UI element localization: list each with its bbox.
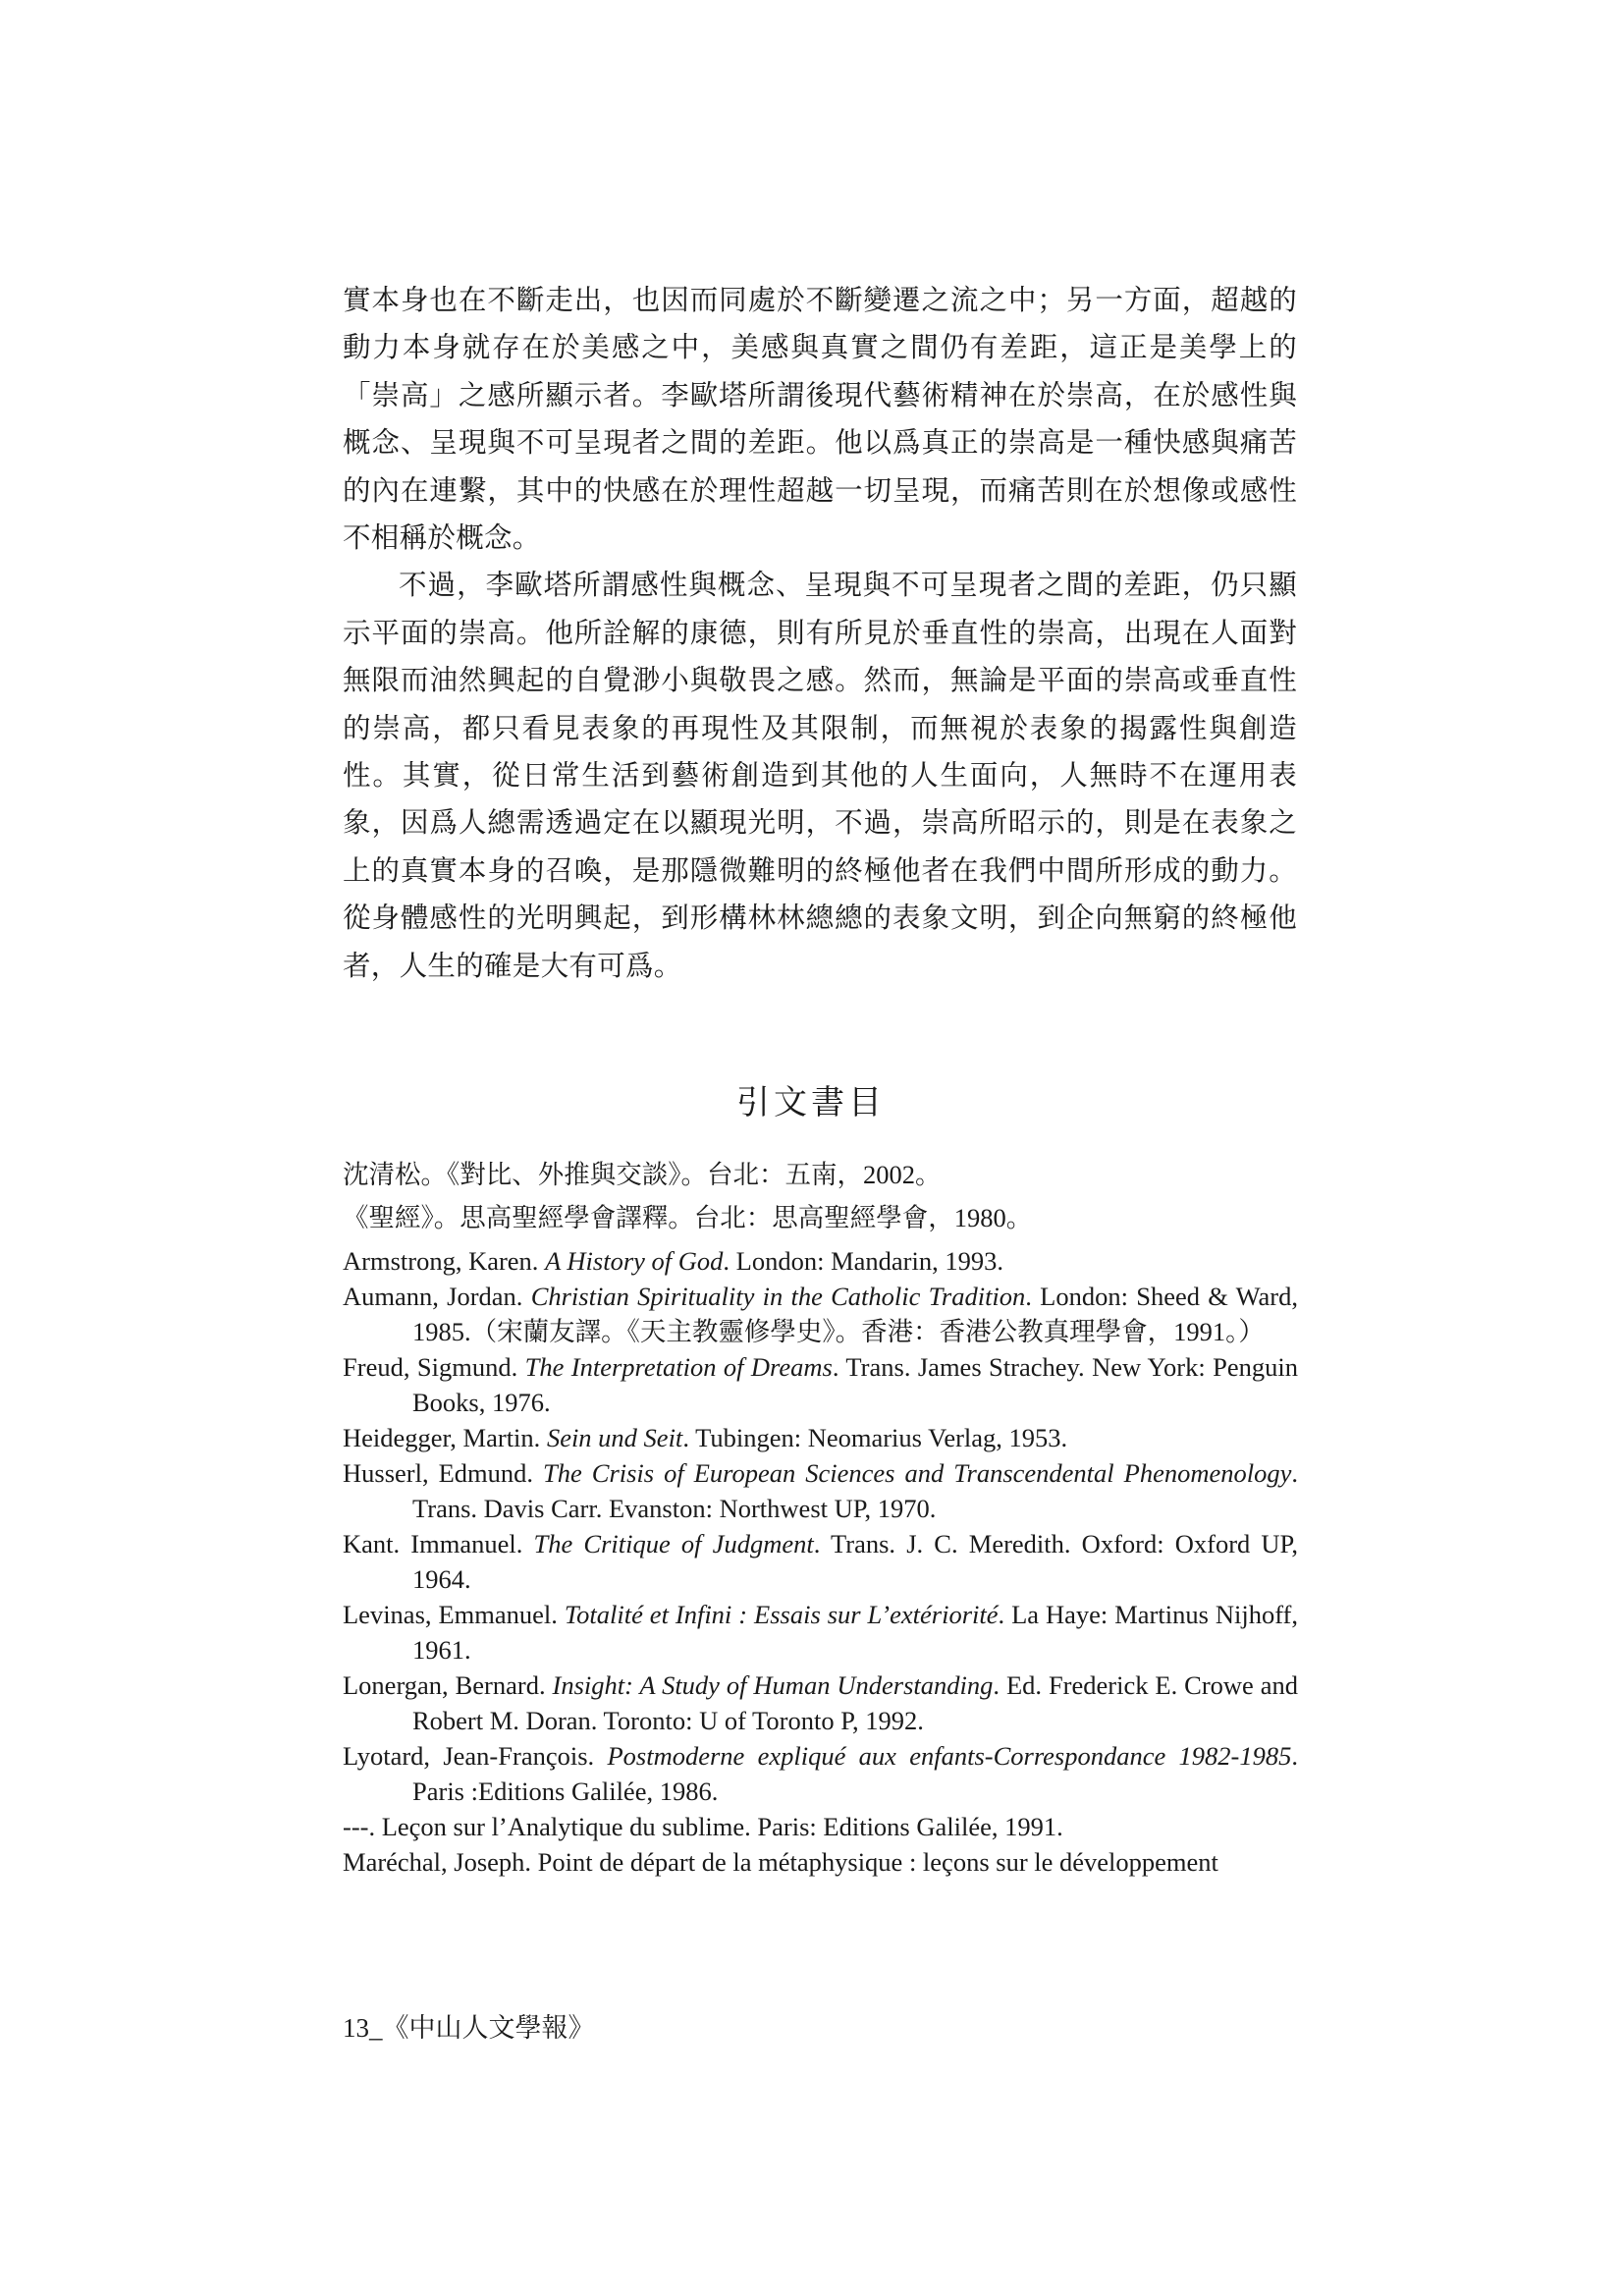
bibliography-entry: Aumann, Jordan. Christian Spirituality in the Catholic Tradition. London: Sheed & Ward, 1985.（宋蘭友譯。《天主教靈修學史》。香港：香港公教真理學會，1991。） — [343, 1282, 1298, 1346]
bibliography-entry: Husserl, Edmund. The Crisis of European Sciences and Transcendental Phenomenology. Trans. Davis Carr. Evanston: Northwest UP, 1970. — [343, 1458, 1298, 1523]
paragraph-2: 不過，李歐塔所謂感性與概念、呈現與不可呈現者之間的差距，仍只顯示平面的崇高。他所詮解的康德，則有所見於垂直性的崇高，出現在人面對無限而油然興起的自覺渺小與敬畏之感。然而，無論是平面的崇高或垂直性的崇高，都只看見表象的再現性及其限制，而無視於表象的揭露性與創造性。其實，從日常生活到藝術創造到其他的人生面向，人無時不在運用表象，因爲人總需透過定在以顯現光明，不過，崇高所昭示的，則是在表象之上的真實本身的召喚，是那隱微難明的終極他者在我們中間所形成的動力。從身體感性的光明興起，到形構林林總總的表象文明，到企向無窮的終極他者，人生的確是大有可爲。 — [343, 571, 1297, 982]
bibliography-entry: 《聖經》。思高聖經學會譯釋。台北：思高聖經學會，1980。 — [343, 1203, 1033, 1232]
page-footer: 13_《中山人文學報》 — [343, 2013, 595, 2043]
bibliography-entry: Maréchal, Joseph. Point de départ de la métaphysique : leçons sur le développement — [343, 1847, 1218, 1877]
bibliography-entry: Freud, Sigmund. The Interpretation of Dreams. Trans. James Strachey. New York: Penguin Books, 1976. — [343, 1352, 1298, 1417]
bibliography-entry: Kant. Immanuel. The Critique of Judgment. Trans. J. C. Meredith. Oxford: Oxford UP, 1964. — [343, 1529, 1298, 1594]
paragraph-1: 實本身也在不斷走出，也因而同處於不斷變遷之流之中；另一方面，超越的動力本身就存在於美感之中，美感與真實之間仍有差距，這正是美學上的「崇高」之感所顯示者。李歐塔所謂後現代藝術精神在於崇高，在於感性與概念、呈現與不可呈現者之間的差距。他以爲真正的崇高是一種快感與痛苦的內在連繫，其中的快感在於理性超越一切呈現，而痛苦則在於想像或感性不相稱於概念。 — [343, 286, 1297, 555]
bibliography-entry: Levinas, Emmanuel. Totalité et Infini : Essais sur L’extériorité. La Haye: Martinus Nijhoff, 1961. — [343, 1600, 1298, 1665]
bibliography-entry: ---. Leçon sur l’Analytique du sublime. Paris: Editions Galilée, 1991. — [343, 1812, 1063, 1841]
body-text — [343, 278, 1297, 991]
section-heading-references: 引文書目 — [736, 1085, 886, 1121]
bibliography-entry: Lyotard, Jean-François. Postmoderne expliqué aux enfants-Correspondance 1982-1985. Paris :Editions Galilée, 1986. — [343, 1741, 1298, 1806]
bibliography-entry: Heidegger, Martin. Sein und Seit. Tubingen: Neomarius Verlag, 1953. — [343, 1423, 1068, 1452]
bibliography-entry: Armstrong, Karen. A History of God. London: Mandarin, 1993. — [343, 1246, 1003, 1276]
bibliography-entry: Lonergan, Bernard. Insight: A Study of Human Understanding. Ed. Frederick E. Crowe and Robert M. Doran. Toronto: U of Toronto P, 1992. — [343, 1670, 1299, 1735]
bibliography-list — [343, 1157, 1298, 1880]
bibliography-entry: 沈清松。《對比、外推與交談》。台北：五南，2002。 — [343, 1160, 942, 1189]
